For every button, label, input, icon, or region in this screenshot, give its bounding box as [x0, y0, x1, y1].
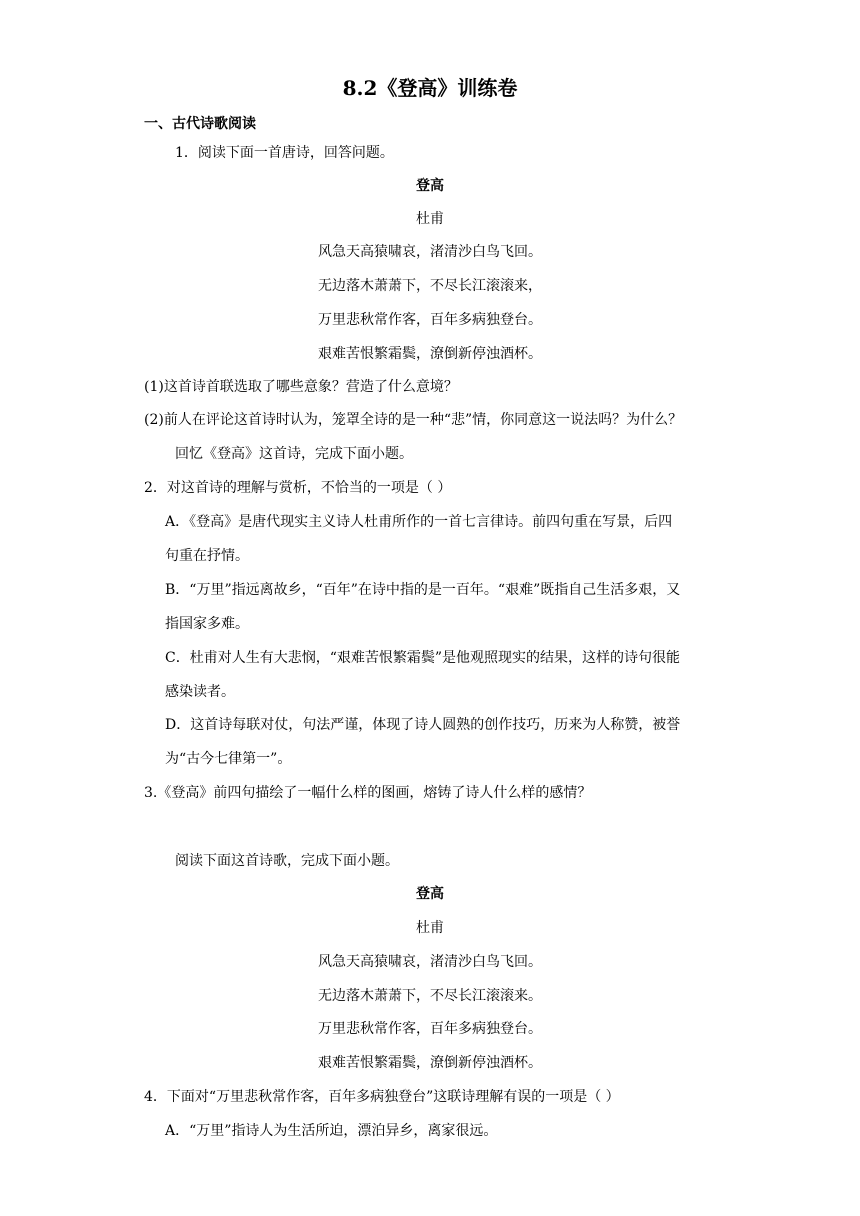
poem-title: 登高 [416, 886, 444, 902]
q1-sub2: (2)前人在评论这首诗时认为，笼罩全诗的是一种“悲”情，你同意这一说法吗？为什么？ [144, 412, 683, 428]
poem-line: 无边落木萧萧下，不尽长江滚滚来， [318, 278, 542, 294]
q2-option-d-cont: 为“古今七律第一”。 [165, 751, 292, 767]
poem-line: 万里悲秋常作客，百年多病独登台。 [318, 312, 542, 328]
poem-line: 艰难苦恨繁霜鬓，潦倒新停浊酒杯。 [318, 346, 542, 362]
q2-option-a: A．《登高》是唐代现实主义诗人杜甫所作的一首七言律诗。前四句重在写景，后四 [165, 514, 673, 530]
q4-intro: 阅读下面这首诗歌，完成下面小题。 [175, 853, 399, 869]
page-title: 8.2《登高》训练卷 [342, 76, 518, 100]
poem-author: 杜甫 [416, 920, 444, 936]
poem-line: 风急天高猿啸哀，渚清沙白鸟飞回。 [318, 244, 542, 260]
q1-prompt: 1．阅读下面一首唐诗，回答问题。 [175, 145, 394, 161]
poem-author: 杜甫 [416, 211, 444, 227]
q2-option-c: C．杜甫对人生有大悲悯，“艰难苦恨繁霜鬓”是他观照现实的结果，这样的诗句很能 [165, 650, 681, 666]
q4-option-a: A．“万里”指诗人为生活所迫，漂泊异乡，离家很远。 [165, 1123, 498, 1139]
q1-sub1: (1)这首诗首联选取了哪些意象？营造了什么意境？ [144, 379, 458, 395]
q2-stem: 2．对这首诗的理解与赏析，不恰当的一项是（ ） [144, 480, 452, 496]
q2-option-b-cont: 指国家多难。 [165, 616, 249, 632]
poem-line: 艰难苦恨繁霜鬓，潦倒新停浊酒杯。 [318, 1055, 542, 1071]
q3-stem: 3.《登高》前四句描绘了一幅什么样的图画，熔铸了诗人什么样的感情？ [144, 785, 592, 801]
q2-intro: 回忆《登高》这首诗，完成下面小题。 [175, 446, 413, 462]
q4-stem: 4．下面对“万里悲秋常作客，百年多病独登台”这联诗理解有误的一项是（ ） [144, 1089, 620, 1105]
poem-line: 风急天高猿啸哀，渚清沙白鸟飞回。 [318, 954, 542, 970]
poem-line: 万里悲秋常作客，百年多病独登台。 [318, 1021, 542, 1037]
poem-title: 登高 [416, 178, 444, 194]
q2-option-d: D．这首诗每联对仗，句法严谨，体现了诗人圆熟的创作技巧，历来为人称赞，被誉 [165, 717, 681, 733]
q2-option-c-cont: 感染读者。 [165, 684, 235, 700]
q2-option-b: B．“万里”指远离故乡，“百年”在诗中指的是一百年。“艰难”既指自己生活多艰，又 [165, 582, 681, 598]
q2-option-a-cont: 句重在抒情。 [165, 548, 249, 564]
section-heading: 一、古代诗歌阅读 [144, 116, 256, 132]
poem-line: 无边落木萧萧下，不尽长江滚滚来。 [318, 988, 542, 1004]
